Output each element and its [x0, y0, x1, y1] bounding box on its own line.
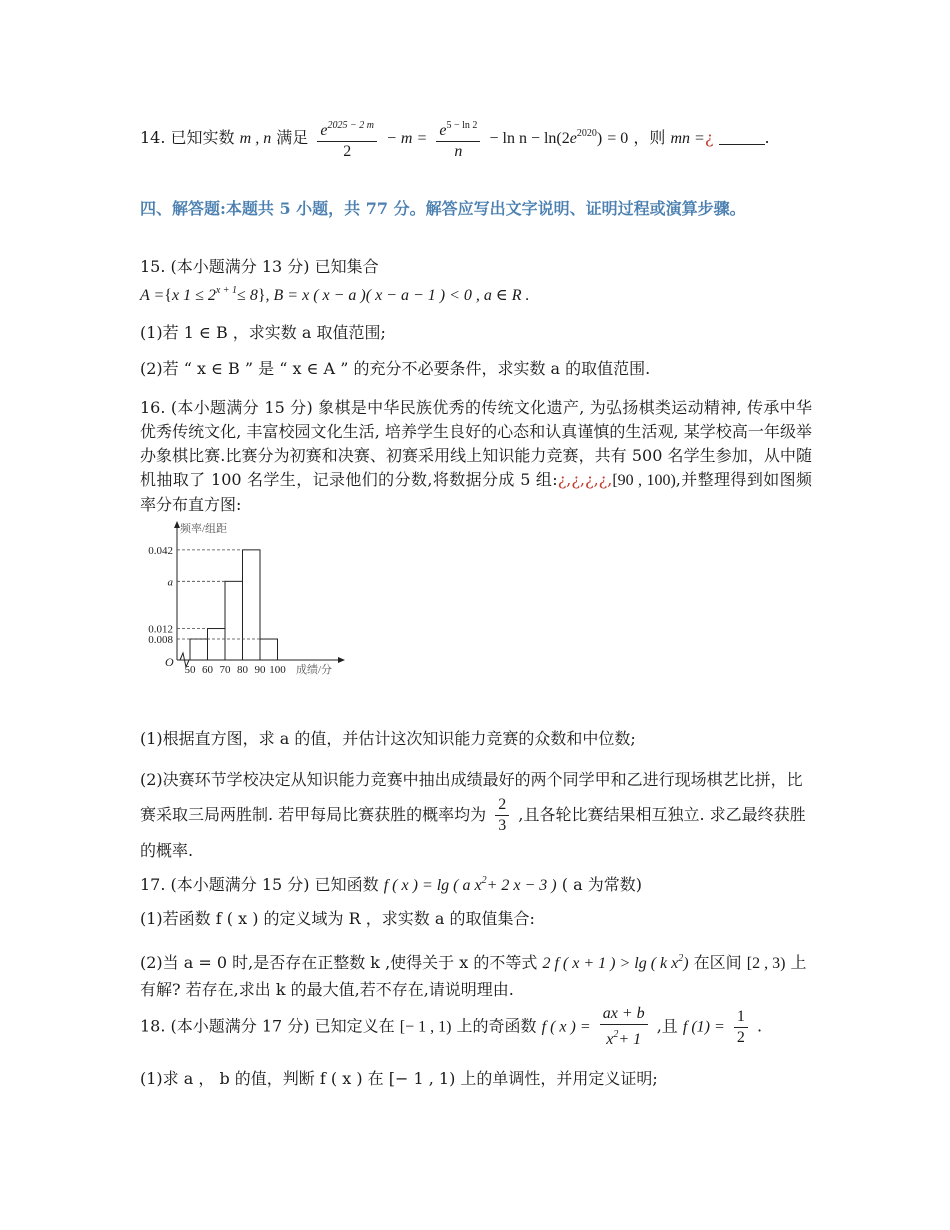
q18-den-end: + 1 [618, 1031, 642, 1048]
q14-exp2: 5 − ln 2 [446, 119, 478, 131]
q17-part-2d: 上有解? 若存在,求出 k 的最大值,若不存在,请说明理由. [140, 953, 807, 999]
x-tick-label: 60 [202, 664, 213, 676]
y-tick-label: a [167, 576, 173, 589]
q16-last-group: [90 , 100) [612, 472, 676, 489]
q18-fx: f ( x ) = [541, 1018, 591, 1036]
q18-func-fraction [600, 1004, 648, 1050]
q14-exp1: 2025 − 2 m [327, 119, 374, 131]
y-tick-label: 0.042 [148, 544, 173, 557]
x-tick-label: 50 [184, 664, 196, 676]
q17-head [140, 870, 820, 897]
y-tick-label: 0.008 [148, 634, 173, 647]
q16-head: 16. (本小题满分 15 分) 象棋是中华民族优秀的传统文化遗产, 为弘扬棋类运动精神, 传承中华优秀传统文化, 丰富校园文化生活, 培养学生良好的心态和认真谨慎的生活观, 某学校高一年级举办象棋比赛.比赛分为初赛和决赛、初赛采用线上知识能力竞赛，共有 500 名学生参加，从中随机抽取了 100 名学生，记录他们的分数,将数据分成 5 组: [140, 398, 812, 489]
q14-mid: − m = [386, 130, 428, 147]
q14-answer-blank [719, 130, 765, 145]
question-14: 14. 已知实数 m , n 满足 $\frac{e^{2025 - 2 m}}{2}$ − m = $\frac{e^{5 - ln 2}}{n}$ − $\ln n - \ln(2e^{2020}) = 0$ ，则 mn =¿ . [140, 112, 820, 162]
q18-head: 18. (本小题满分 17 分) 已知定义在 [− 1 , 1) 上的奇函数 f ( x ) = $\frac{ax + b}{x^2+ 1}$ ,且 f (1) = $\frac{1}{2}$ . [140, 1005, 763, 1048]
q16-head-end: ,并整理得到如图频率分布直方图: [140, 470, 812, 514]
q16-prob-fraction [495, 795, 509, 836]
y-tick-label: 0.012 [148, 623, 173, 636]
q15-setA-pre: A = [140, 287, 165, 304]
q15-setB: , B = x ( x − a )( x − a − 1 ) < 0 , a ∈ R . [265, 287, 530, 304]
q17-part-2a: (2)当 a = 0 时,是否存在正整数 k ,使得关于 x 的不等式 [140, 953, 538, 972]
q16-prob-num: 2 [495, 795, 509, 816]
q15-setA-post: ≤ 8 [237, 287, 258, 304]
q18-interval: [− 1 , 1) [399, 1018, 452, 1036]
x-tick-label: 70 [219, 664, 231, 676]
q17-part-2b: 在区间 [693, 953, 742, 972]
histogram-bar [225, 581, 243, 660]
q14-frac-1: $\frac{e^{2025 - 2 m}}{2}$ [317, 116, 377, 162]
q17-ineq: 2 f ( x + 1 ) > lg ( k x [542, 955, 679, 972]
q14-cond: 满足 [276, 128, 309, 147]
q16-part-2 [140, 765, 808, 866]
q14-then: ，则 [633, 128, 666, 147]
q16-groups: ¿,¿,¿,¿, [557, 470, 613, 489]
q18-num: ax + b [600, 1004, 648, 1025]
q14-tail-exp: 2020 [576, 128, 597, 139]
q17-ineq-sq: 2 [678, 953, 684, 964]
histogram-bar [260, 639, 278, 660]
q17-interval: [2 , 3) [746, 955, 786, 972]
q18-f1-den: 2 [736, 1028, 745, 1046]
histogram-marks [148, 521, 345, 676]
q18-f1: f (1) = [682, 1018, 725, 1036]
q17-part-1: (1)若函数 f ( x ) 的定义域为 R ，求实数 a 的取值集合: [140, 909, 535, 928]
q16-prob-den: 3 [498, 817, 507, 834]
q18-head2: 上的奇函数 [456, 1016, 537, 1036]
q18-den: x [606, 1031, 614, 1048]
q17-note: ( a 为常数) [561, 875, 642, 894]
x-axis-label: 成绩/分 [296, 664, 333, 676]
histogram-bar [208, 629, 226, 660]
q18-part-1: (1)求 a ， b 的值，判断 f ( x ) 在 [− 1 , 1) 上的单调性，并用定义证明; [140, 1069, 658, 1088]
q14-label: 14. 已知实数 [140, 128, 235, 147]
q14-tail1: − ln n − ln [489, 130, 557, 147]
q18-head-text: 18. (本小题满分 17 分) 已知定义在 [140, 1016, 395, 1036]
origin-label: O [165, 655, 174, 669]
q17-func-end: + 2 x − 3 ) [486, 877, 557, 894]
q18-cond: ,且 [656, 1016, 678, 1036]
x-tick-label: 100 [269, 664, 286, 676]
q14-den2: n [454, 142, 463, 160]
frequency-histogram [140, 520, 350, 680]
q15-head: 15. (本小题满分 13 分) 已知集合 [140, 257, 379, 276]
q14-ask: mn = [670, 130, 705, 147]
q17-head-text: 17. (本小题满分 15 分) 已知函数 [140, 875, 379, 894]
q17-ineq-end: ) [683, 955, 689, 972]
x-tick-label: 90 [254, 664, 266, 676]
x-tick-label: 80 [237, 664, 248, 676]
q16-part-1: (1)根据直方图，求 a 的值，并估计这次知识能力竞赛的众数和中位数; [140, 729, 636, 748]
q14-inv: ¿ [704, 128, 714, 147]
q15-setA-mid: x 1 ≤ 2 [171, 287, 216, 304]
q16-text [140, 396, 812, 517]
q16-part-2a: (2)决赛环节学校决定从知识能力竞赛中抽出成绩最好的两个同学甲和乙进行现场棋艺比拼，比赛采取三局两胜制. 若甲每局比赛获胜的概率均为 [140, 770, 803, 824]
q15-sets: A ={x $1 \le 2^{x + 1}\le 8$}, B = x ( x − a )( x − a − 1 ) < 0 , a ∈ R . [140, 285, 530, 304]
section-4-heading: 四、解答题:本题共 5 小题，共 77 分。解答应写出文字说明、证明过程或演算步骤。 [140, 199, 746, 218]
q14-tail2: = 0 [607, 130, 629, 147]
q17-func: f ( x ) = lg ( a x [383, 877, 482, 894]
q18-f1-fraction [734, 1007, 748, 1048]
q15-setA-exp: x + 1 [215, 285, 238, 296]
q16-part-2b: ,且各轮比赛结果相互独立. 求乙最终获胜的概率. [140, 805, 806, 860]
histogram-bar [190, 639, 208, 660]
x-axis-arrow [338, 657, 345, 663]
q18-f1-num: 1 [734, 1007, 748, 1028]
q15-part-2: (2)若 “ x ∈ B ” 是 “ x ∈ A ” 的充分不必要条件，求实数 a 的取值范围. [140, 359, 651, 378]
q17-func-sq: 2 [481, 875, 487, 886]
q14-den1: 2 [343, 142, 352, 160]
q14-frac-2: $\frac{e^{5 - ln 2}}{n}$ [436, 116, 480, 162]
q14-vars: m , n [239, 130, 272, 147]
q17-part-2 [140, 946, 812, 1003]
histogram-bar [243, 550, 261, 660]
q18-den-sq: 2 [613, 1029, 619, 1040]
q15-part-1: (1)若 1 ∈ B ，求实数 a 取值范围; [140, 323, 386, 342]
y-axis-label: 频率/组距 [180, 523, 228, 535]
q14-end: . [764, 128, 770, 147]
